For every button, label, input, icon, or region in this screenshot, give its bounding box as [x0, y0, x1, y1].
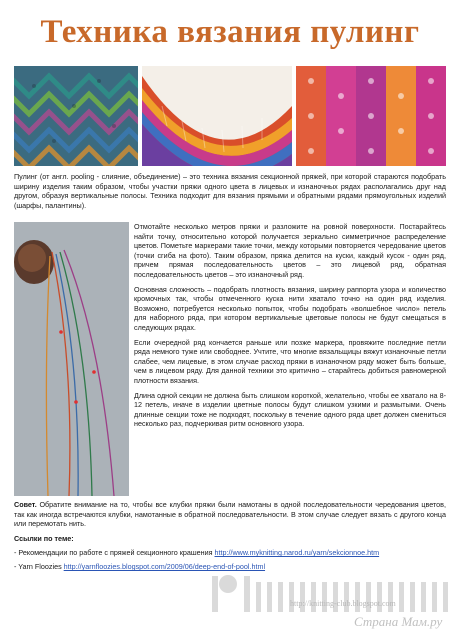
paragraph: Основная сложность – подобрать плотность вязания, ширину раппорта узора и количество кромочных так, чтобы отмеченного куска нити хватало точно на один ряд изделия. Возможно, потребуется несколько попыток, чтобы подобрать «волшебное число» петель для наборного ряда, при котором вертикальные цветовые полосы не будут смещаться в следующих рядах.: [134, 284, 446, 332]
links-heading: Ссылки по теме:: [14, 534, 74, 543]
photo-yarn-strands: [14, 222, 129, 496]
watermark-site: Страна Мам.ру: [354, 614, 443, 629]
paragraph: Если очередной ряд кончается раньше или позже маркера, провяжите последние петли ряда немного туже или свободнее. Учтите, что многие вязальщицы вяжут изнаночные петли слабее, чем лицевые, в этом случае расход пряжи в изнаночном ряду может быть больше, чем в лицевом ряду. Для данной техники это критично – старайтесь добиться равномерной плотности вязания.: [134, 337, 446, 385]
paragraph: Отмотайте несколько метров пряжи и разложите на ровной поверхности. Постарайтесь найти точку, относительно которой получается зеркально симметричное распределение цветов. Пометьте маркерами такие точки, между которыми повторяется чередование цветов (точки сгиба на фото). Таким образом, пряжа делится на куски, каждый кусок - один ряд, причем прямая последовательность цветов – это лицевой ряд, обратная последовательность цветов – это изнаночный ряд.: [134, 222, 446, 279]
link-url[interactable]: http://yarnfloozies.blogspot.com/2009/06/deep-end-of-pool.html: [63, 562, 266, 571]
paragraph: Длина одной секции не должна быть слишком короткой, желательно, чтобы ее хватало на 8-12 петель, иначе в изделии цветные полосы будут слишком узкими и размытыми. Очень длинные секции тоже не подходят, поскольку в течение одного ряда цвет должен смениться несколько раз, подчеркивая ритм основного узора.: [134, 390, 446, 429]
photo-blue-green-shawl: [14, 66, 138, 166]
intro-paragraph: Пулинг (от англ. pooling - слияние, объединение) – это техника вязания секционной пряжей, при которой стараются подобрать ширину изделия таким образом, чтобы участки пряжи одного цвета в лицевых и изнаночных рядах располагались друг над другом, образуя вертикальные полосы. Техника подходит для вязания прямыми и обратными рядами прямоугольных изделий (шарфы, палантины).: [14, 172, 446, 210]
main-text-column: [134, 222, 446, 434]
photo-pink-orange-shawl: [296, 66, 446, 166]
advice-paragraph: [14, 500, 446, 529]
link-prefix: - Yarn Floozies: [14, 562, 64, 571]
advice-label: Совет.: [14, 500, 37, 509]
photo-rainbow-shawl: [142, 66, 292, 166]
link-url[interactable]: http://www.myknitting.narod.ru/yarn/sekcionnoe.htm: [214, 548, 380, 557]
photo-strip: [14, 66, 446, 166]
advice-text: Обратите внимание на то, чтобы все клубки пряжи были намотаны в одной последовательности чередования цветов, так как иногда встречаются клубки, намотанные в обратной последовательности. В этом случае следует вязать с другого конца или перемотать нить.: [14, 500, 446, 529]
watermark-url: http://knitting-club.blogspot.com: [290, 599, 396, 608]
link-prefix: - Рекомендации по работе с пряжей секционного крашения: [14, 548, 215, 557]
page-title: Техника вязания пулинг: [40, 14, 420, 50]
